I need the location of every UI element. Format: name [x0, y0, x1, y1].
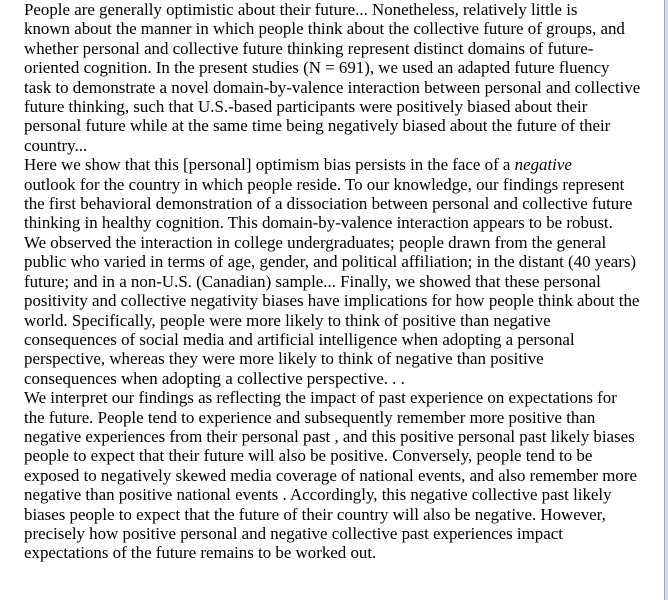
- text-line: We interpret our findings as reflecting the impact of past experience on expectations for: [24, 388, 617, 408]
- text-line: known about the manner in which people think about the collective future of groups, and: [24, 19, 625, 39]
- text-run: Here we show that this [personal] optimism bias persists in the face of a: [24, 155, 515, 175]
- text-line: outlook for the country in which people reside. To our knowledge, our findings represent: [24, 174, 625, 194]
- text-line: task to demonstrate a novel domain-by-valence interaction between personal and collective: [24, 77, 641, 97]
- text-line: public who varied in terms of age, gender, and political affiliation; in the distant (40 years): [24, 252, 637, 272]
- text-line: positivity and collective negativity biases have implications for how people think about the: [24, 291, 640, 311]
- text-line: biases people to expect that the future of their country will also be negative. However,: [24, 504, 606, 524]
- text-line: perspective, whereas they were more likely to think of negative than positive: [24, 349, 544, 369]
- text-line: [7, 155, 662, 174]
- text-line: the first behavioral demonstration of a dissociation between personal and collective future: [24, 194, 633, 214]
- text-line: People are generally optimistic about their future... Nonetheless, relatively little is: [24, 0, 578, 19]
- vertical-scrollbar[interactable]: [664, 0, 668, 600]
- text-line: future thinking, such that U.S.-based participants were positively biased about their: [24, 97, 588, 117]
- paragraph-3: [7, 388, 662, 563]
- text-line: expectations of the future remains to be worked out.: [24, 543, 377, 563]
- text-line: precisely how positive personal and negative collective past experiences impact: [24, 523, 563, 543]
- text-line: exposed to negatively skewed media coverage of national events, and also remember more: [24, 465, 637, 485]
- text-line: negative than positive national events . Accordingly, this negative collective past likely: [24, 485, 612, 505]
- text-line: consequences when adopting a collective perspective. . .: [24, 368, 405, 388]
- text-line: consequences of social media and artificial intelligence when adopting a personal: [24, 329, 575, 349]
- text-line: oriented cognition. In the present studies (N = 691), we used an adapted future fluency: [24, 58, 610, 78]
- emphasis-text: negative: [514, 155, 572, 175]
- text-line: country...: [24, 135, 88, 155]
- text-line: people to expect that their future will also be positive. Conversely, people tend to be: [24, 446, 593, 466]
- text-line: thinking in healthy cognition. This domain-by-valence interaction appears to be robust.: [24, 213, 613, 233]
- text-line: whether personal and collective future thinking represent distinct domains of future-: [24, 38, 594, 58]
- text-line: the future. People tend to experience and subsequently remember more positive than: [24, 407, 596, 427]
- text-line: We observed the interaction in college undergraduates; people drawn from the general: [24, 232, 607, 252]
- text-line: future; and in a non-U.S. (Canadian) sample... Finally, we showed that these personal: [24, 271, 601, 291]
- paragraph-2: [7, 155, 662, 388]
- text-line: world. Specifically, people were more likely to think of positive than negative: [24, 310, 551, 330]
- text-line: negative experiences from their personal past , and this positive personal past likely biases: [24, 426, 635, 446]
- text-line: personal future while at the same time being negatively biased about the future of their: [24, 116, 611, 136]
- paragraph-1: [7, 0, 662, 155]
